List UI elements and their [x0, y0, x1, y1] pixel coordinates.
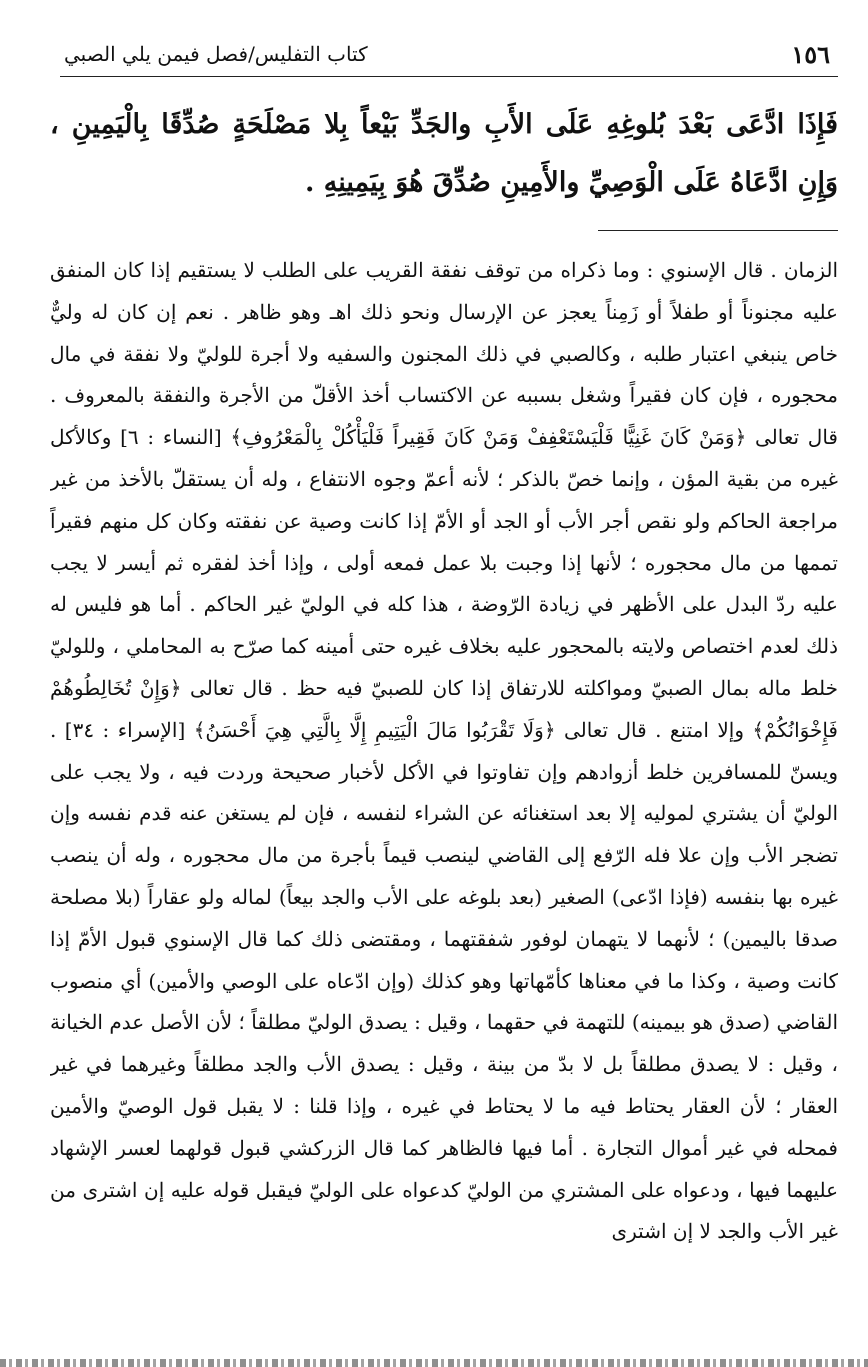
footnote-separator: [598, 230, 838, 231]
main-text: فَإِذَا ادَّعَى بَعْدَ بُلوغِهِ عَلَى الأَبِ والجَدِّ بَيْعاً بِلا مَصْلَحَةٍ صُدِّقَا بِالْيَمِينِ ، وَإِنِ ادَّعَاهُ عَلَى الْوَصِيِّ والأَمِينِ صُدِّقَ هُوَ بِيَمِينِهِ .: [50, 109, 838, 198]
decorative-border: [0, 1359, 868, 1367]
page-header: [60, 36, 838, 77]
page-number: ١٥٦: [791, 40, 830, 69]
commentary-paragraph: الزمان . قال الإسنوي : وما ذكراه من توقف نفقة القريب على الطلب لا يستقيم إذا كان المنفق عليه مجنوناً أو طفلاً أو زَمِناً يعجز عن الإرسال ونحو ذلك اهـ وهو ظاهر . نعم إن كان له وليٌّ خاص ينبغي اعتبار طلبه ، وكالصبي في ذلك المجنون والسفيه ولا أجرة للوليّ ولا نفقة في مال محجوره ، فإن كان فقيراً وشغل بسببه عن الاكتساب أخذ الأقلّ من الأجرة والنفقة بالمعروف . قال تعالى ﴿وَمَنْ كَانَ غَنِيًّا فَلْيَسْتَعْفِفْ وَمَنْ كَانَ فَقِيراً فَلْيَأْكُلْ بِالْمَعْرُوفِ﴾ [النساء : ٦] وكالأكل غيره من بقية المؤن ، وإنما خصّ بالذكر ؛ لأنه أعمّ وجوه الانتفاع ، وله أن يستقلّ بالأخذ من غير مراجعة الحاكم ولو نقص أجر الأب أو الجد أو الأمّ إذا كانت وصية عن نفقته وكان كل منهم فقيراً تممها من مال محجوره ؛ لأنها إذا وجبت بلا عمل فمعه أولى ، وإذا أخذ لفقره ثم أيسر لا يجب عليه ردّ البدل على الأظهر في زيادة الرّوضة ، هذا كله في الوليّ غير الحاكم . أما هو فليس له ذلك لعدم اختصاص ولايته بالمحجور عليه بخلاف غيره حتى أمينه كما صرّح به المحاملي ، وللوليّ خلط ماله بمال الصبيّ ومواكلته للارتفاق إذا كان للصبيّ فيه حظ . قال تعالى ﴿وَإِنْ تُخَالِطُوهُمْ فَإِخْوَانُكُمْ﴾ وإلا امتنع . قال تعالى ﴿وَلَا تَقْرَبُوا مَالَ الْيَتِيمِ إِلَّا بِالَّتِي هِيَ أَحْسَنُ﴾ [الإسراء : ٣٤] . ويسنّ للمسافرين خلط أزوادهم وإن تفاوتوا في الأكل لأخبار صحيحة وردت فيه ، ولا يجب على الوليّ أن يشتري لموليه إلا بعد استغنائه عن الشراء لنفسه ، فإن لم يستغن عنه قدم نفسه وإن تضجر الأب وإن علا فله الرّفع إلى القاضي لينصب قيماً بأجرة من مال محجوره ، وله أن ينصب غيره بها بنفسه (فإذا ادّعى) الصغير (بعد بلوغه على الأب والجد بيعاً) لماله ولو عقاراً (بلا مصلحة صدقا باليمين) ؛ لأنهما لا يتهمان لوفور شفقتهما ، ومقتضى ذلك كما قال الإسنوي قبول الأمّ إذا كانت وصية ، وكذا ما في معناها كأمّهاتها وهو كذلك (وإن ادّعاه على الوصي والأمين) أي منصوب القاضي (صدق هو بيمينه) للتهمة في حقهما ، وقيل : يصدق الوليّ مطلقاً ؛ لأن الأصل عدم الخيانة ، وقيل : لا يصدق مطلقاً بل لا بدّ من بينة ، وقيل : يصدق الأب والجد مطلقاً وغيرهما في غير العقار ؛ لأن العقار يحتاط فيه ما لا يحتاط في غيره ، وإذا قلنا : لا يقبل قول الوصيّ والأمين فمحله في غير أموال التجارة . أما فيها فالظاهر كما قال الزركشي قبول قولهما لعسر الإشهاد عليهما فيها ، ودعواه على المشتري من الوليّ كدعواه على الوليّ فيقبل قوله عليه إن اشترى من غير الأب والجد لا إن اشترى: [50, 258, 838, 1244]
commentary-text: [50, 250, 838, 1310]
running-title: كتاب التفليس/فصل فيمن يلي الصبي: [64, 42, 368, 66]
